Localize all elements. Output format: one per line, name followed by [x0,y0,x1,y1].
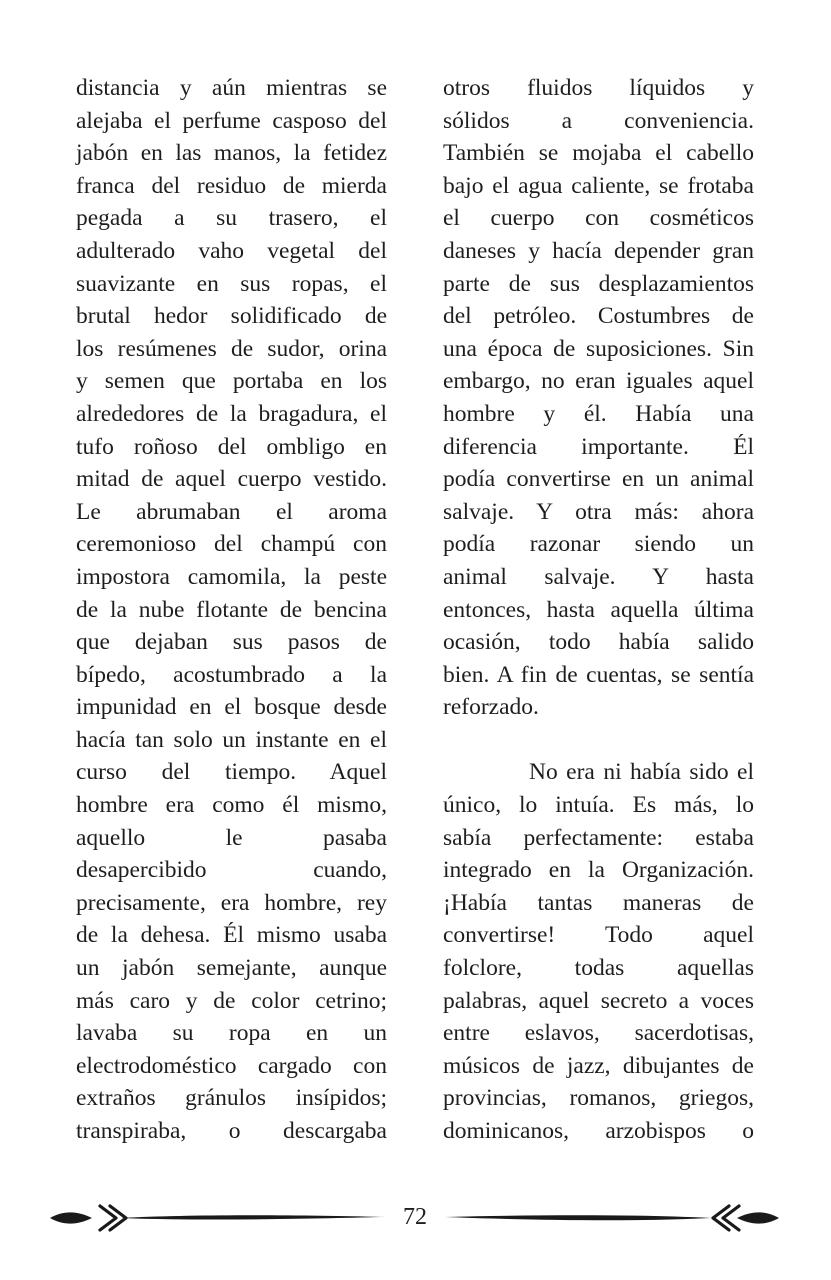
text-line: dominicanos, arzobispos o [443,1118,754,1144]
text-line: impunidad en el bosque desde [76,694,387,721]
text-line: transpiraba, o descargaba [76,1118,387,1144]
text-line: único, lo intuía. Es más, lo [443,792,754,819]
text-line: También se mojaba el cabello [443,140,754,167]
text-line: de la nube flotante de bencina [76,596,387,623]
text-line: y semen que portaba en los [76,368,387,395]
page-footer [0,1198,831,1238]
text-line: alrededores de la bragadura, el [76,400,387,427]
text-line: otros fluidos líquidos y [443,75,754,101]
text-line: el cuerpo con cosméticos [443,205,754,232]
text-line: suavizante en sus ropas, el [76,270,387,297]
text-line: diferencia importante. Él [443,433,754,460]
text-line: parte de sus desplazamientos [443,270,754,297]
text-line: brutal hedor solidificado de [76,303,387,330]
text-line: ocasión, todo había salido [443,629,754,656]
text-line: embargo, no eran iguales aquel [443,368,754,395]
text-line: jabón en las manos, la fetidez [76,140,387,167]
text-line: lavaba su ropa en un [76,1020,387,1047]
text-line: podía convertirse en un animal [443,466,754,493]
text-line: impostora camomila, la peste [76,563,387,590]
text-line: distancia y aún mientras se [76,75,387,101]
text-line: ¡Había tantas maneras de [443,889,754,916]
text-line: hombre y él. Había una [443,400,754,427]
text-line: animal salvaje. Y hasta [443,563,754,590]
text-line: bajo el agua caliente, se frotaba [443,172,754,199]
text-line: sólidos a conveniencia. [443,107,754,134]
text-line: una época de suposiciones. Sin [443,335,754,362]
text-line: sabía perfectamente: estaba [443,824,754,851]
text-line: franca del residuo de mierda [76,172,387,199]
text-line: entonces, hasta aquella última [443,596,754,623]
text-line: integrado en la Organización. [443,857,754,884]
text-line: mitad de aquel cuerpo vestido. [76,466,387,493]
text-line: bien. A fin de cuentas, se sentía [443,661,754,688]
text-line: que dejaban sus pasos de [76,629,387,656]
text-line: daneses y hacía depender gran [443,237,754,264]
text-line: hombre era como él mismo, [76,792,387,819]
text-line: reforzado. [443,694,539,721]
text-line: adulterado vaho vegetal del [76,237,387,264]
page-number: 72 [403,1204,427,1230]
text-line: palabras, aquel secreto a voces [443,987,754,1014]
text-line: electrodoméstico cargado con [76,1052,387,1079]
text-line: extraños gránulos insípidos; [76,1085,387,1112]
text-line: alejaba el perfume casposo del [76,107,387,134]
text-line: provincias, romanos, griegos, [443,1085,754,1112]
text-line: curso del tiempo. Aquel [76,759,387,786]
text-line: podía razonar siendo un [443,531,754,558]
text-line: salvaje. Y otra más: ahora [443,498,754,525]
text-line: No era ni había sido el [529,759,754,786]
text-line: entre eslavos, sacerdotisas, [443,1020,754,1047]
paragraph-gap [443,724,754,757]
text-line: del petróleo. Costumbres de [443,303,754,330]
text-line: ceremonioso del champú con [76,531,387,558]
right-arrow-ornament-icon [443,1198,783,1238]
text-line: convertirse! Todo aquel [443,922,754,949]
text-line: precisamente, era hombre, rey [76,889,387,916]
text-line: bípedo, acostumbrado a la [76,661,387,688]
text-line: un jabón semejante, aunque [76,955,387,982]
text-line: folclore, todas aquellas [443,955,754,982]
text-line: de la dehesa. Él mismo usaba [76,922,387,949]
text-line: desapercibido cuando, [76,857,387,884]
text-line: Le abrumaban el aroma [76,498,387,525]
text-line: tufo roñoso del ombligo en [76,433,387,460]
right-text-column [443,72,754,1148]
text-line: hacía tan solo un instante en el [76,726,387,753]
left-text-column [76,72,387,1148]
left-arrow-ornament-icon [48,1198,428,1238]
text-line: los resúmenes de sudor, orina [76,335,387,362]
text-line: pegada a su trasero, el [76,205,387,232]
text-line: más caro y de color cetrino; [76,987,387,1014]
text-line: músicos de jazz, dibujantes de [443,1052,754,1079]
text-line: aquello le pasaba [76,824,387,851]
